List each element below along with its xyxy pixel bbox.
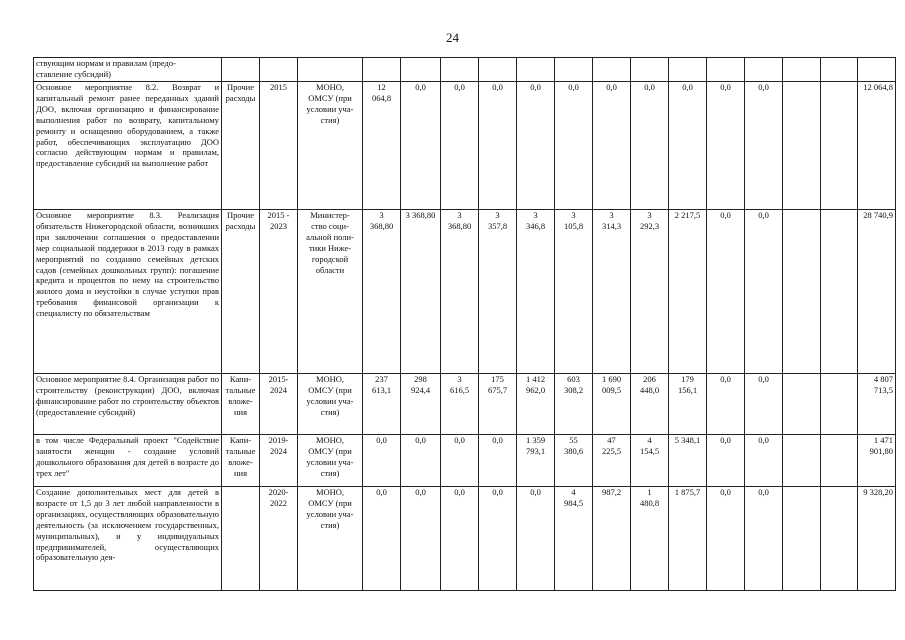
year-value-cell [821,435,858,487]
year-value-cell: 0,0 [517,487,555,591]
year-value-cell: 0,0 [555,82,593,210]
executor-cell: МОНО, ОМСУ (при условии уча- стия) [298,487,363,591]
table-row [34,210,896,374]
year-value-cell: 0,0 [517,82,555,210]
year-value-cell: 237 613,1 [363,374,401,435]
year-value-cell: 2 217,5 [669,210,707,374]
year-value-cell [783,58,821,82]
year-value-cell [517,58,555,82]
table-row [34,435,896,487]
year-value-cell: 0,0 [707,374,745,435]
years-cell: 2020- 2022 [260,487,298,591]
year-value-cell: 0,0 [479,82,517,210]
year-value-cell [783,487,821,591]
year-value-cell: 3 368,80 [401,210,441,374]
year-value-cell: 0,0 [441,435,479,487]
year-value-cell: 3 105,8 [555,210,593,374]
year-value-cell: 55 380,6 [555,435,593,487]
year-value-cell [821,210,858,374]
year-value-cell: 0,0 [363,435,401,487]
year-value-cell: 1 359 793,1 [517,435,555,487]
year-value-cell [707,58,745,82]
year-value-cell: 206 448,0 [631,374,669,435]
year-value-cell: 3 368,80 [441,210,479,374]
year-value-cell [821,58,858,82]
year-value-cell: 3 368,80 [363,210,401,374]
year-value-cell: 5 348,1 [669,435,707,487]
year-value-cell: 0,0 [707,487,745,591]
total-value-cell: 9 328,20 [858,487,896,591]
total-value-cell: 1 471 901,80 [858,435,896,487]
year-value-cell: 603 308,2 [555,374,593,435]
executor-cell: МОНО, ОМСУ (при условии уча- стия) [298,82,363,210]
year-value-cell: 1 690 009,5 [593,374,631,435]
year-value-cell: 0,0 [631,82,669,210]
funding-source-cell: Капи- тальные вложе- ния [222,374,260,435]
year-value-cell [821,487,858,591]
year-value-cell: 47 225,5 [593,435,631,487]
table-row [34,82,896,210]
executor-cell: Министер- ство соци- альной поли- тики Ниже- городской области [298,210,363,374]
year-value-cell: 0,0 [707,82,745,210]
year-value-cell: 3 616,5 [441,374,479,435]
year-value-cell: 3 314,3 [593,210,631,374]
total-value-cell [858,58,896,82]
table-row [34,487,896,591]
year-value-cell [401,58,441,82]
years-cell [260,58,298,82]
year-value-cell: 1 875,7 [669,487,707,591]
years-cell: 2015- 2024 [260,374,298,435]
year-value-cell: 0,0 [593,82,631,210]
year-value-cell: 0,0 [441,82,479,210]
table-row [34,374,896,435]
executor-cell [298,58,363,82]
year-value-cell: 987,2 [593,487,631,591]
year-value-cell: 0,0 [479,435,517,487]
funding-source-cell [222,58,260,82]
year-value-cell: 0,0 [745,374,783,435]
executor-cell: МОНО, ОМСУ (при условии уча- стия) [298,435,363,487]
year-value-cell [783,435,821,487]
year-value-cell: 0,0 [707,210,745,374]
year-value-cell: 3 357,8 [479,210,517,374]
table-row [34,58,896,82]
year-value-cell: 0,0 [401,82,441,210]
years-cell: 2019- 2024 [260,435,298,487]
year-value-cell: 1 480,8 [631,487,669,591]
year-value-cell: 0,0 [745,435,783,487]
activity-name-cell: в том числе Федеральный проект "Содействие занятости женщин - создание условий дошкольного образования для детей в возрасте до трех лет" [34,435,222,487]
year-value-cell: 0,0 [401,435,441,487]
year-value-cell [821,82,858,210]
year-value-cell: 175 675,7 [479,374,517,435]
year-value-cell [745,58,783,82]
funding-source-cell: Прочие расходы [222,210,260,374]
activity-name-cell: Создание дополнительных мест для детей в возрасте от 1,5 до 3 лет любой направленности в организациях, осуществляющих образовательную деятельность (за исключением государственных, муниципальных), и у индивидуальных предпринимателей, осуществляющих образовательную дея- [34,487,222,591]
year-value-cell [363,58,401,82]
budget-table [33,57,896,591]
year-value-cell [783,210,821,374]
year-value-cell [783,374,821,435]
activity-name-cell: ствующим нормам и правилам (предо- ставление субсидий) [34,58,222,82]
page-number: 24 [446,30,459,45]
year-value-cell: 179 156,1 [669,374,707,435]
total-value-cell: 12 064,8 [858,82,896,210]
year-value-cell: 3 346,8 [517,210,555,374]
year-value-cell: 0,0 [479,487,517,591]
activity-name-cell: Основное мероприятие 8.2. Возврат и капитальный ремонт ранее переданных зданий ДОО, включая организацию и финансирование выполнения работ по возврату, капитальному ремонту и оснащению оборудованием, а также работ, обеспечивающих эксплуатацию ДОО согласно действующим нормам и правилам, предоставление субсидий на выполнение работ [34,82,222,210]
year-value-cell: 0,0 [669,82,707,210]
year-value-cell [555,58,593,82]
year-value-cell: 3 292,3 [631,210,669,374]
year-value-cell: 1 412 962,0 [517,374,555,435]
year-value-cell [669,58,707,82]
year-value-cell [821,374,858,435]
year-value-cell: 0,0 [745,487,783,591]
total-value-cell: 4 807 713,5 [858,374,896,435]
years-cell: 2015 [260,82,298,210]
year-value-cell: 12 064,8 [363,82,401,210]
activity-name-cell: Основное мероприятие 8.4. Организация работ по строительству (реконструкции) ДОО, включая финансирование работ по строительству объектов (предоставление субсидий) [34,374,222,435]
year-value-cell [593,58,631,82]
year-value-cell [631,58,669,82]
activity-name-cell: Основное мероприятие 8.3. Реализация обязательств Нижегородской области, возникших при заключении соглашения о предоставлении мер социальной поддержки в 2013 году в рамках мероприятий по созданию семейных детских садов (семейных дошкольных групп): погашение кредита и процентов по нему на строительство жилого дома и неустойки в случае уступки прав требования финансовой организации к специалисту по обязательствам [34,210,222,374]
year-value-cell: 0,0 [745,82,783,210]
year-value-cell [783,82,821,210]
year-value-cell: 0,0 [441,487,479,591]
year-value-cell: 0,0 [401,487,441,591]
total-value-cell: 28 740,9 [858,210,896,374]
years-cell: 2015 - 2023 [260,210,298,374]
year-value-cell: 0,0 [707,435,745,487]
funding-source-cell: Капи- тальные вложе- ния [222,435,260,487]
funding-source-cell: Прочие расходы [222,82,260,210]
year-value-cell: 0,0 [363,487,401,591]
funding-source-cell [222,487,260,591]
year-value-cell [441,58,479,82]
year-value-cell: 4 984,5 [555,487,593,591]
year-value-cell: 4 154,5 [631,435,669,487]
year-value-cell [479,58,517,82]
executor-cell: МОНО, ОМСУ (при условии уча- стия) [298,374,363,435]
year-value-cell: 298 924,4 [401,374,441,435]
year-value-cell: 0,0 [745,210,783,374]
